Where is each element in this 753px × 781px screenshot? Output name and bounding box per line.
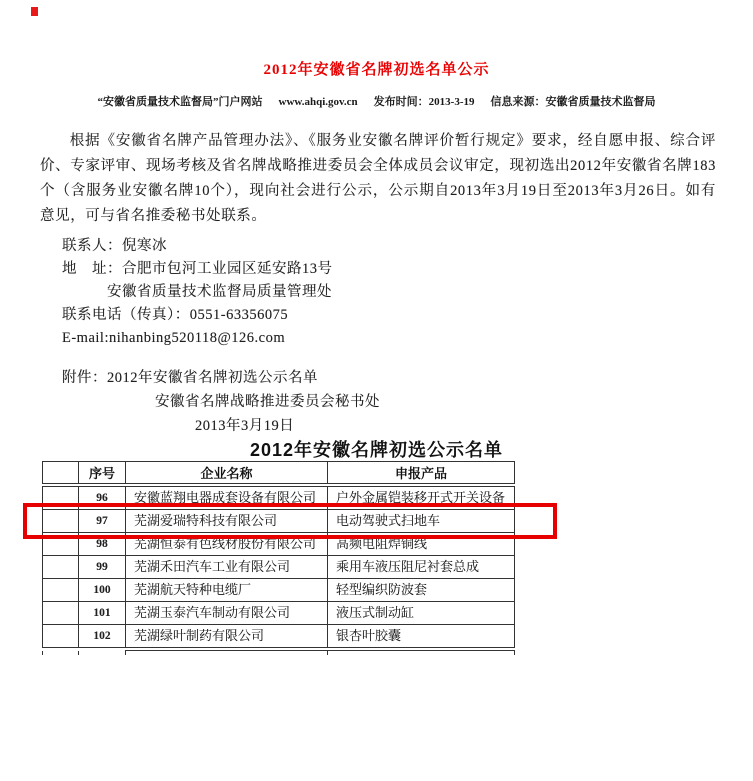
attachment-signer: 安徽省名牌战略推进委员会秘书处	[155, 394, 380, 410]
row-company: 芜湖航天特种电缆厂	[126, 579, 328, 602]
meta-source: 信息来源：安徽省质量技术监督局	[490, 96, 656, 108]
row-product: 高频电阻焊铜线	[328, 533, 515, 556]
meta-line	[0, 95, 753, 109]
brand-table	[42, 486, 515, 648]
empty-cell	[43, 579, 79, 602]
row-no: 97	[79, 510, 126, 533]
row-no: 96	[79, 487, 126, 510]
partial-cell	[328, 651, 515, 656]
partial-cell	[79, 651, 126, 656]
partial-cell	[126, 651, 328, 656]
empty-cell	[43, 602, 79, 625]
corner-mark	[31, 7, 38, 16]
row-company: 芜湖恒泰有色线材股份有限公司	[126, 533, 328, 556]
table-row	[43, 487, 515, 510]
table-row	[43, 533, 515, 556]
contact-person: 联系人：倪寒冰	[62, 238, 167, 254]
row-company: 芜湖玉泰汽车制动有限公司	[126, 602, 328, 625]
empty-cell	[43, 510, 79, 533]
table-row	[43, 556, 515, 579]
contact-address-dept: 安徽省质量技术监督局质量管理处	[107, 284, 332, 300]
contact-block	[62, 235, 753, 350]
row-company: 芜湖爱瑞特科技有限公司	[126, 510, 328, 533]
contact-phone: 联系电话（传真）：0551-63356075	[62, 307, 289, 323]
col-empty	[43, 462, 79, 484]
row-company: 芜湖禾田汽车工业有限公司	[126, 556, 328, 579]
doc-title: 2012年安徽省名牌初选名单公示	[263, 62, 490, 78]
meta-publish-time: 发布时间：2013-3-19	[373, 96, 475, 108]
row-company: 安徽蓝翔电器成套设备有限公司	[126, 487, 328, 510]
brand-table-header	[42, 461, 515, 484]
row-company: 芜湖绿叶制药有限公司	[126, 625, 328, 648]
table-title: 2012年安徽名牌初选公示名单	[249, 440, 504, 460]
header-row	[43, 462, 515, 484]
row-product: 电动驾驶式扫地车	[328, 510, 515, 533]
row-no: 102	[79, 625, 126, 648]
table-row	[43, 625, 515, 648]
attachment-block	[62, 366, 753, 438]
partial-next-row	[42, 650, 515, 655]
contact-address: 地 址：合肥市包河工业园区延安路13号	[62, 261, 333, 277]
row-no: 101	[79, 602, 126, 625]
table-row	[43, 602, 515, 625]
meta-site: “安徽省质量技术监督局”门户网站	[97, 96, 263, 108]
meta-url: www.ahqi.gov.cn	[278, 96, 358, 108]
empty-cell	[43, 487, 79, 510]
row-no: 98	[79, 533, 126, 556]
row-no: 100	[79, 579, 126, 602]
empty-cell	[43, 625, 79, 648]
row-product: 户外金属铠装移开式开关设备	[328, 487, 515, 510]
col-product: 申报产品	[328, 462, 515, 484]
table-row	[43, 579, 515, 602]
contact-email: E-mail:nihanbing520118@126.com	[62, 330, 286, 346]
row-product: 乘用车液压阻尼衬套总成	[328, 556, 515, 579]
row-no: 99	[79, 556, 126, 579]
col-no: 序号	[79, 462, 126, 484]
attachment-date: 2013年3月19日	[195, 418, 295, 434]
empty-cell	[43, 556, 79, 579]
col-company: 企业名称	[126, 462, 328, 484]
partial-cell	[43, 651, 79, 656]
row-product: 银杏叶胶囊	[328, 625, 515, 648]
partial-row	[43, 651, 515, 656]
row-product: 液压式制动缸	[328, 602, 515, 625]
table-row	[43, 510, 515, 533]
intro-paragraph: 根据《安徽省名牌产品管理办法》、《服务业安徽名牌评价暂行规定》要求，经自愿申报、综合评价、专家评审、现场考核及省名牌战略推进委员会全体成员会议审定，现初选出2012年安徽省名牌183个（含服务业安徽名牌10个），现向社会进行公示，公示期自2013年3月19日至2013年3月26日。如有意见，可与省名推委秘书处联系。	[40, 133, 716, 224]
empty-cell	[43, 533, 79, 556]
attachment-note: 附件：2012年安徽省名牌初选公示名单	[62, 370, 318, 386]
row-product: 轻型编织防波套	[328, 579, 515, 602]
